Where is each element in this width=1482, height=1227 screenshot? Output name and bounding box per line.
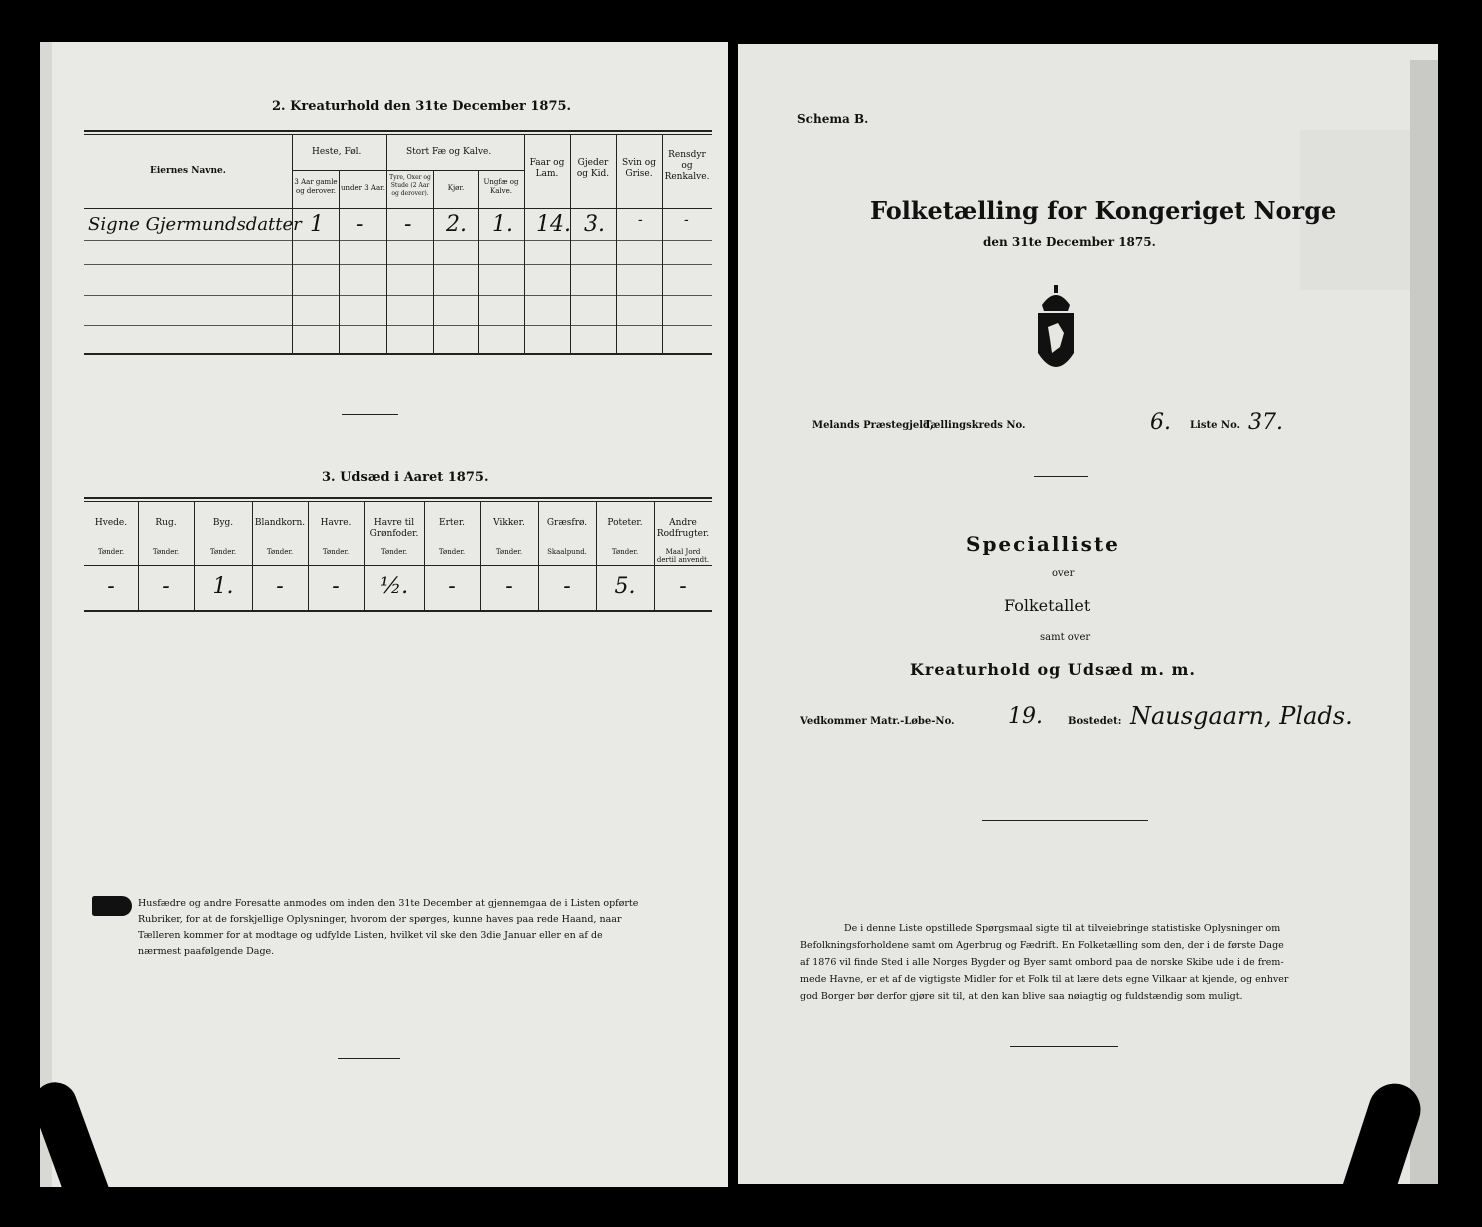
s3-value-8: - (563, 574, 571, 599)
s2-header-fae-sub1: Tyre, Oxer og Stude (2 Aar og derover). (389, 174, 431, 197)
footer-line: Befolkningsforholdene samt om Agerbrug og Fædrift. En Folketælling som den, der i de første Dage (800, 940, 1284, 951)
separator (1034, 476, 1088, 477)
s3-unit-1: Tønder. (152, 548, 180, 556)
s2-header-fae-sub2: Kjør. (447, 184, 465, 192)
s2-col-line (386, 134, 387, 354)
separator (342, 414, 398, 415)
s2-header-svin: Svin og Grise. (622, 158, 656, 179)
s3-header-2: Byg. (212, 518, 234, 528)
s2-row-rule (84, 240, 712, 241)
s2-header-faar: Faar og Lam. (529, 158, 565, 179)
s2-header-name: Eiernes Navne. (150, 166, 226, 176)
samt-over-text: samt over (1040, 632, 1091, 643)
s2-col-line (662, 134, 663, 354)
s3-value-5: ½. (379, 574, 409, 599)
liste-label: Liste No. (1190, 420, 1241, 431)
s3-bottom-rule (84, 610, 712, 612)
s3-value-0: - (107, 574, 115, 599)
s2-value-heste1: 1 (310, 212, 324, 237)
s3-header-8: Græsfrø. (546, 518, 588, 528)
s2-col-line (292, 134, 293, 354)
matr-label: Vedkommer Matr.-Løbe-No. (800, 716, 955, 727)
s2-col-line (616, 134, 617, 354)
folketallet-heading: Folketallet (1004, 596, 1091, 615)
s2-bottom-rule (84, 353, 712, 355)
s3-unit-9: Tønder. (611, 548, 639, 556)
s2-header-rule (84, 208, 712, 209)
s2-col-line (570, 134, 571, 354)
s3-top-rule (84, 497, 712, 499)
form-title: Folketælling for Kongeriget Norge (870, 196, 1337, 225)
s3-unit-0: Tønder. (97, 548, 125, 556)
s3-value-1: - (162, 574, 170, 599)
left-page-edge (40, 42, 52, 1187)
s3-top-rule-thin (84, 501, 712, 502)
kreaturhold-heading: Kreaturhold og Udsæd m. m. (910, 660, 1196, 679)
s3-header-9: Poteter. (607, 518, 643, 528)
s2-col-line (524, 134, 525, 354)
s3-value-3: - (276, 574, 284, 599)
s3-unit-8: Skaalpund. (547, 548, 587, 556)
s3-unit-4: Tønder. (322, 548, 350, 556)
s2-col-line (339, 170, 340, 354)
s2-value-faar: 14. (536, 212, 571, 237)
s3-header-7: Vikker. (493, 518, 525, 528)
s3-value-6: - (448, 574, 456, 599)
s3-unit-10: Maal Jord dertil anvendt. (656, 548, 710, 564)
notice-line: Tælleren kommer for at modtage og udfylde Listen, hvilket vil ske den 3die Januar eller en af de (138, 930, 603, 941)
s3-header-4: Havre. (320, 518, 352, 528)
footer-line: De i denne Liste opstillede Spørgsmaal sigte til at tilveiebringe statistiske Oplysninger om (844, 923, 1281, 934)
s2-top-rule-thin (84, 134, 712, 135)
s3-header-1: Rug. (155, 518, 177, 528)
separator (338, 1058, 400, 1059)
s2-header-heste: Heste, Føl. (312, 147, 362, 157)
schema-label: Schema B. (797, 112, 869, 126)
s2-header-rensdyr: Rensdyr og Renkalve. (664, 150, 710, 182)
s2-header-stort-fae: Stort Fæ og Kalve. (406, 147, 492, 157)
pointing-hand-icon (92, 896, 132, 916)
s3-value-2: 1. (212, 574, 234, 599)
s3-header-5: Havre til Grønfoder. (369, 518, 419, 539)
s2-subheader-rule (292, 170, 524, 171)
prestegjeld-label: Melands Præstegjeld, (812, 420, 934, 431)
s3-unit-7: Tønder. (495, 548, 523, 556)
s3-unit-2: Tønder. (209, 548, 237, 556)
s3-header-3: Blandkorn. (254, 518, 306, 528)
section3-title: 3. Udsæd i Aaret 1875. (322, 470, 489, 485)
s2-value-svin: - (638, 212, 643, 228)
separator (982, 820, 1148, 821)
s2-header-gjeder: Gjeder og Kid. (576, 158, 610, 179)
over-text: over (1052, 568, 1075, 579)
s2-value-tyre: - (404, 212, 412, 237)
s2-value-kjor: 2. (446, 212, 467, 237)
coat-of-arms-icon (1034, 283, 1078, 383)
s3-value-10: - (679, 574, 687, 599)
section2-title: 2. Kreaturhold den 31te December 1875. (272, 99, 572, 114)
s2-value-rensdyr: - (684, 212, 689, 228)
s3-unit-5: Tønder. (380, 548, 408, 556)
form-subtitle: den 31te December 1875. (983, 235, 1156, 249)
s3-unit-6: Tønder. (438, 548, 466, 556)
s2-row-rule (84, 264, 712, 265)
notice-line: Husfædre og andre Foresatte anmodes om inden den 31te December at gjennemgaa de i Listen opførte (138, 898, 639, 909)
s3-value-4: - (332, 574, 340, 599)
bostedet-value: Nausgaarn, Plads. (1130, 702, 1353, 730)
s3-header-6: Erter. (439, 518, 465, 528)
s2-top-rule (84, 130, 712, 132)
s2-col-line (433, 170, 434, 354)
s3-header-10: Andre Rodfrugter. (656, 518, 710, 539)
matr-number: 19. (1008, 704, 1043, 729)
s2-header-heste-sub2: under 3 Aar. (341, 184, 385, 192)
s2-row-rule (84, 295, 712, 296)
specialliste-heading: Specialliste (966, 532, 1120, 556)
s3-header-0: Hvede. (94, 518, 128, 528)
s2-owner-name: Signe Gjermundsdatter (88, 214, 302, 235)
bostedet-label: Bostedet: (1068, 716, 1122, 727)
s3-unit-3: Tønder. (266, 548, 294, 556)
s2-value-ungfae: 1. (492, 212, 513, 237)
kreds-label: Tællingskreds No. (924, 420, 1026, 431)
s3-value-7: - (505, 574, 513, 599)
s2-value-heste2: - (356, 212, 364, 237)
separator (1010, 1046, 1118, 1047)
s3-header-rule (84, 565, 712, 566)
notice-line: nærmest paafølgende Dage. (138, 946, 275, 957)
s2-value-gjeder: 3. (584, 212, 605, 237)
liste-number: 37. (1248, 410, 1283, 435)
footer-line: god Borger bør derfor gjøre sit til, at den kan blive saa nøiagtig og fuldstændig som muligt. (800, 991, 1243, 1002)
right-page-edge (1410, 60, 1438, 1184)
s2-header-heste-sub1: 3 Aar gamle og derover. (294, 178, 338, 195)
notice-line: Rubriker, for at de forskjellige Oplysninger, hvorom der spørges, kunne haves paa rede Haand, naar (138, 914, 622, 925)
s2-header-fae-sub3: Ungfæ og Kalve. (483, 178, 519, 195)
s3-value-9: 5. (614, 574, 636, 599)
kreds-number: 6. (1150, 410, 1171, 435)
footer-line: af 1876 vil finde Sted i alle Norges Bygder og Byer samt ombord paa de norske Skibe ude i de frem- (800, 957, 1284, 968)
s2-row-rule (84, 325, 712, 326)
notice-text (138, 896, 638, 960)
footer-line: mede Havne, er et af de vigtigste Midler for et Folk til at lære dets egne Vilkaar at kjende, og enhver (800, 974, 1289, 985)
footer-text (800, 920, 1288, 1005)
s2-col-line (478, 170, 479, 354)
